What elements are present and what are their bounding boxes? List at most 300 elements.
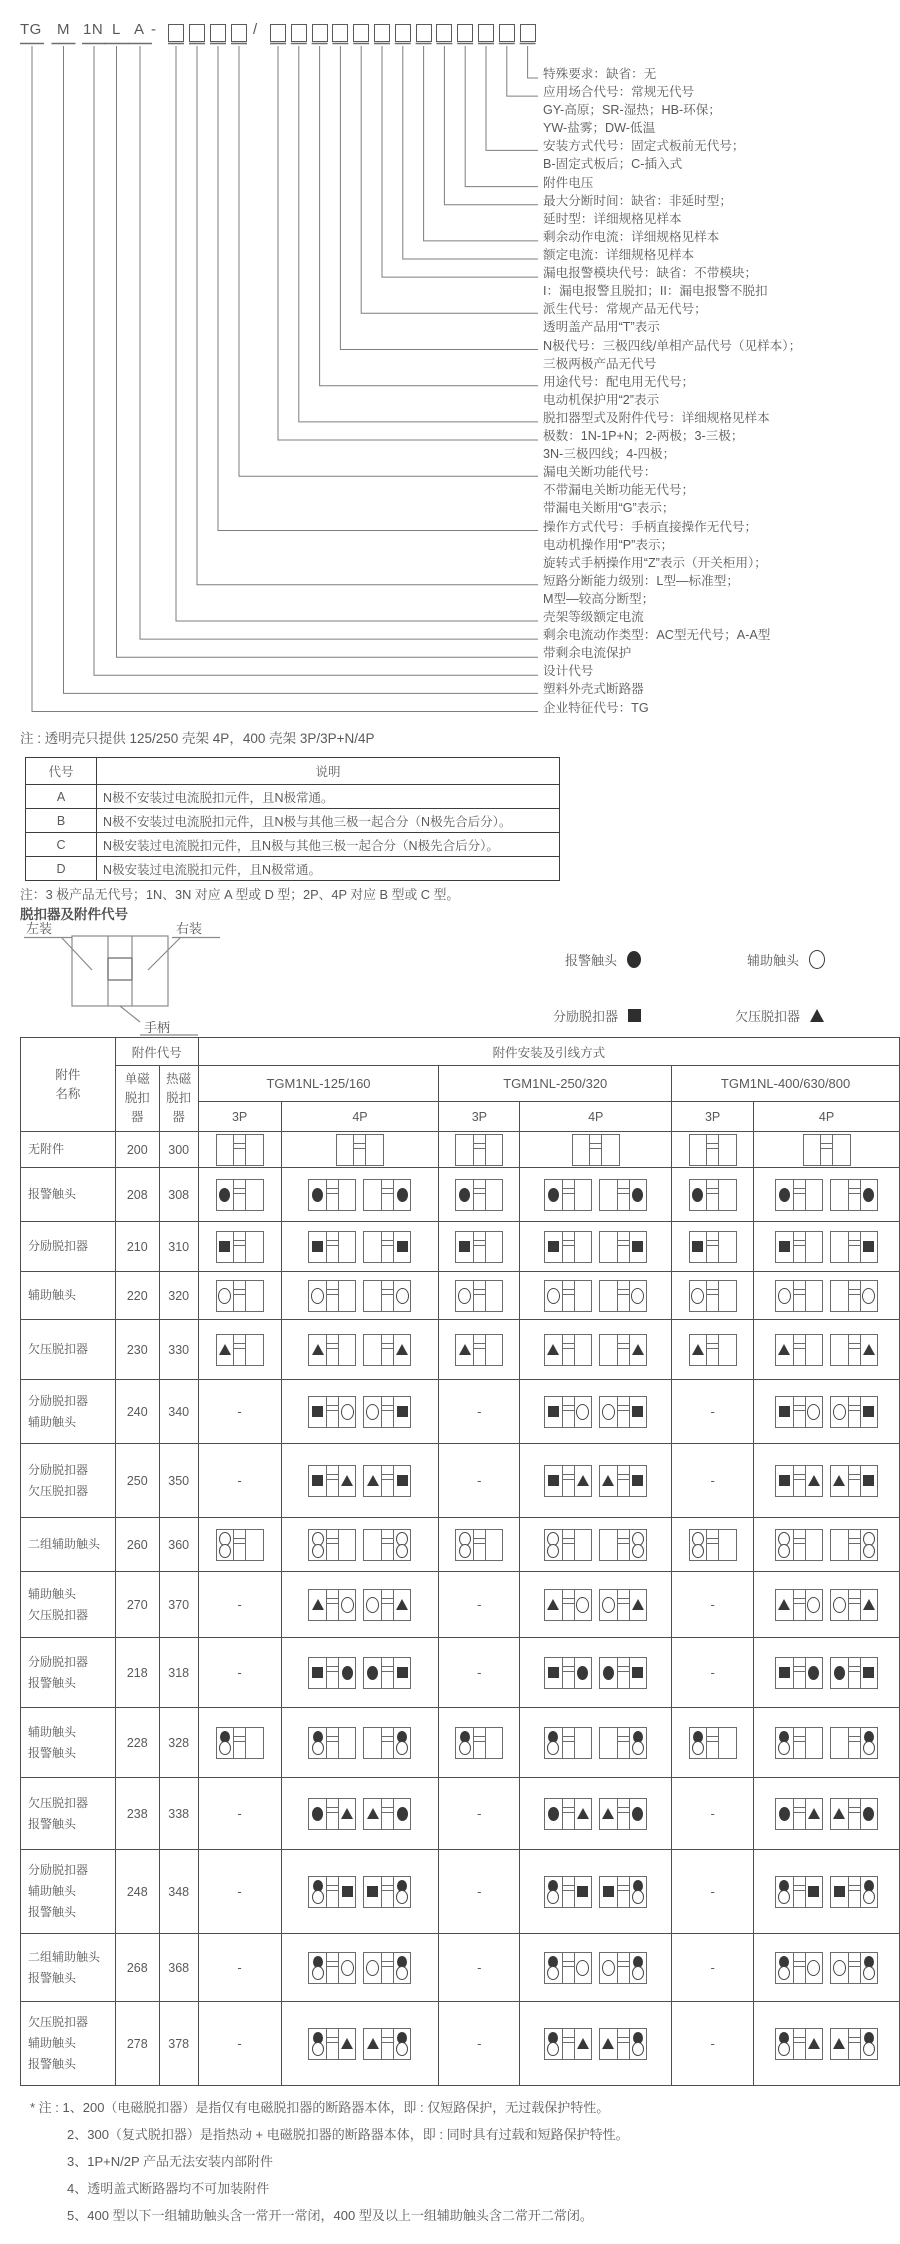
- breaker-unit-diagram: [308, 1727, 356, 1759]
- accessory-row: [21, 1850, 900, 1934]
- handle-column: [326, 1335, 339, 1365]
- unit-group: [439, 1334, 519, 1366]
- auxiliary-contact-icon: [833, 1404, 846, 1420]
- accessory-name-line: 欠压脱扣器: [28, 1795, 89, 1810]
- handle-column: [473, 1135, 486, 1165]
- left-compartment: [364, 1281, 381, 1311]
- breaker-unit-diagram: [455, 1727, 503, 1759]
- left-compartment: [600, 1799, 617, 1829]
- handle-column: [793, 1530, 806, 1560]
- alarm-contact-icon: [548, 1188, 559, 1202]
- shunt-release-icon: [632, 1667, 643, 1678]
- unit-group: [754, 1529, 899, 1561]
- accessory-row: [21, 1518, 900, 1572]
- breaker-unit-diagram: [689, 1529, 737, 1561]
- handle-column: [353, 1135, 366, 1165]
- right-compartment: [575, 1466, 592, 1496]
- accessory-code-cell: 360: [159, 1518, 198, 1572]
- right-compartment: [339, 1728, 356, 1758]
- left-compartment: [456, 1180, 473, 1210]
- right-compartment: [630, 1799, 647, 1829]
- unit-group: [754, 2028, 899, 2060]
- unit-group: [282, 1876, 439, 1908]
- alarm-contact-icon: [779, 1807, 790, 1821]
- handle-column: [706, 1232, 719, 1262]
- shunt-release-icon: [863, 1475, 874, 1486]
- breaker-unit-diagram: [455, 1179, 503, 1211]
- right-compartment: [486, 1180, 503, 1210]
- accessory-name-line: 报警触头: [28, 1816, 77, 1831]
- breaker-unit-diagram: [775, 1657, 823, 1689]
- accessory-table-header: [21, 1038, 900, 1066]
- pattern-cell: [754, 1708, 900, 1778]
- breaker-unit-diagram: [308, 1952, 356, 1984]
- accessory-name-cell: [21, 2002, 116, 2086]
- handle-column: [562, 1180, 575, 1210]
- breaker-unit-diagram: [544, 1465, 592, 1497]
- unit-group: [672, 1334, 753, 1366]
- auxiliary-contact-icon: [809, 950, 825, 969]
- undervoltage-release-icon: [219, 1344, 231, 1355]
- breaker-unit-diagram: [775, 1231, 823, 1263]
- legend-item-circ: [747, 950, 825, 969]
- auxiliary-contact-icon: [218, 1288, 231, 1304]
- handle-column: [617, 1799, 630, 1829]
- unit-group: [199, 1727, 281, 1759]
- auxiliary-contact-icon: [396, 1288, 409, 1304]
- accessory-name-line: 二组辅助触头: [28, 1537, 101, 1551]
- right-compartment: [861, 1590, 878, 1620]
- code-cell: D: [26, 857, 97, 881]
- handle-column: [793, 1953, 806, 1983]
- callout-label-line: YW-盐雾；DW-低温: [543, 121, 656, 136]
- breaker-unit-diagram: [308, 1529, 356, 1561]
- handle-column: [326, 1590, 339, 1620]
- handle-column: [326, 1232, 339, 1262]
- unit-group: [282, 1798, 439, 1830]
- pattern-cell: -: [439, 1444, 520, 1518]
- pattern-cell: [520, 1708, 672, 1778]
- undervoltage-release-icon: [341, 1475, 353, 1486]
- shunt-release-icon: [397, 1406, 408, 1417]
- auxiliary-contact-icon: [602, 1404, 615, 1420]
- accessory-code-cell: 210: [115, 1222, 159, 1272]
- handle-column: [562, 1281, 575, 1311]
- pattern-cell: [520, 1934, 672, 2002]
- right-compartment: [806, 2029, 823, 2059]
- left-compartment: [831, 1335, 848, 1365]
- right-compartment: [630, 1180, 647, 1210]
- handle-column: [848, 1281, 861, 1311]
- legend-label: 辅助触头: [747, 953, 800, 968]
- callout-label-line: 派生代号：常规产品无代号；: [543, 302, 707, 317]
- model-code-token: TG: [20, 21, 42, 38]
- breaker-unit-diagram: [363, 1280, 411, 1312]
- undervoltage-release-icon: [833, 1475, 845, 1486]
- auxiliary-contact-icon: [863, 1966, 875, 1980]
- handle-column: [473, 1335, 486, 1365]
- pattern-cell: [672, 1708, 754, 1778]
- handle-column: [706, 1335, 719, 1365]
- right-compartment: [246, 1728, 263, 1758]
- accessory-name-line: 分励脱扣器: [28, 1393, 89, 1408]
- pattern-cell: [520, 1132, 672, 1168]
- shunt-release-icon: [312, 1667, 323, 1678]
- left-compartment: [364, 1397, 381, 1427]
- left-compartment: [217, 1232, 234, 1262]
- auxiliary-contact-icon: [602, 1597, 615, 1613]
- accessory-table: [20, 1037, 900, 2086]
- accessory-name-line: 报警触头: [28, 2057, 77, 2071]
- auxiliary-contact-icon: [312, 2042, 324, 2056]
- handle-column: [233, 1530, 246, 1560]
- unit-group: [520, 1798, 671, 1830]
- callout-label-line: N极代号：三极四线/单相产品代号（见样本）；: [543, 338, 802, 353]
- shunt-release-icon: [863, 1667, 874, 1678]
- handle-column: [848, 1877, 861, 1907]
- left-compartment: [309, 1335, 326, 1365]
- callout-label-line: 企业特征代号：TG: [543, 700, 649, 715]
- breaker-unit-diagram: [775, 1396, 823, 1428]
- auxiliary-contact-icon: [459, 1741, 471, 1755]
- breaker-unit-diagram: [544, 1657, 592, 1689]
- accessory-name-cell: [21, 1272, 116, 1320]
- breaker-unit-diagram: [599, 1280, 647, 1312]
- handle-column: [326, 1953, 339, 1983]
- alarm-contact-icon: [219, 1188, 230, 1202]
- left-compartment: [364, 1180, 381, 1210]
- accessory-code-cell: 240: [115, 1380, 159, 1444]
- auxiliary-contact-icon: [396, 1544, 408, 1558]
- accessory-name-cell: [21, 1934, 116, 2002]
- mount-diagram-and-legend: [20, 918, 880, 1036]
- undervoltage-release-icon: [396, 1599, 408, 1610]
- accessory-code-cell: 270: [115, 1572, 159, 1638]
- left-compartment: [600, 1466, 617, 1496]
- left-compartment: [364, 1658, 381, 1688]
- right-compartment: [394, 1180, 411, 1210]
- left-compartment: [690, 1281, 707, 1311]
- auxiliary-contact-icon: [778, 1890, 790, 1904]
- handle-column: [848, 1799, 861, 1829]
- left-compartment: [831, 1281, 848, 1311]
- auxiliary-contact-icon: [631, 1288, 644, 1304]
- left-compartment: [776, 1590, 793, 1620]
- alarm-contact-icon: [312, 1807, 323, 1821]
- unit-group: [520, 1396, 671, 1428]
- code-separator: -: [151, 21, 156, 38]
- left-compartment: [690, 1728, 707, 1758]
- handle-column: [617, 1590, 630, 1620]
- undervoltage-release-icon: [632, 1599, 644, 1610]
- callout-label: [543, 373, 694, 409]
- unit-group: [282, 1231, 439, 1263]
- right-compartment: [806, 1658, 823, 1688]
- shunt-release-icon: [397, 1475, 408, 1486]
- handle-column: [233, 1281, 246, 1311]
- right-compartment: [861, 1281, 878, 1311]
- shunt-release-icon: [219, 1241, 230, 1252]
- right-compartment: [486, 1530, 503, 1560]
- accessory-name-line: 辅助触头: [28, 1724, 77, 1739]
- auxiliary-contact-icon: [863, 1890, 875, 1904]
- alarm-contact-icon: [863, 1188, 874, 1202]
- breaker-unit-diagram: [775, 1589, 823, 1621]
- undervoltage-release-icon: [312, 1599, 324, 1610]
- shunt-release-icon: [548, 1406, 559, 1417]
- callout-label-line: GY-高原；SR-湿热；HB-环保；: [543, 103, 721, 118]
- accessory-row: [21, 1272, 900, 1320]
- pattern-cell: [672, 1518, 754, 1572]
- pattern-cell: -: [439, 1850, 520, 1934]
- handle-column: [848, 1397, 861, 1427]
- accessory-name-cell: [21, 1572, 116, 1638]
- accessory-name-cell: [21, 1638, 116, 1708]
- pattern-cell: [198, 1132, 281, 1168]
- right-compartment: [575, 1728, 592, 1758]
- handle-column: [617, 1728, 630, 1758]
- breaker-unit-diagram: [830, 1727, 878, 1759]
- right-compartment: [575, 1180, 592, 1210]
- handle-column: [617, 1530, 630, 1560]
- handle-column: [848, 1466, 861, 1496]
- pattern-cell: -: [672, 1444, 754, 1518]
- handle-column: [381, 1466, 394, 1496]
- unit-group: [282, 1334, 439, 1366]
- callout-label: [543, 463, 694, 517]
- alarm-contact-icon: [548, 1807, 559, 1821]
- callout-label: [543, 83, 721, 137]
- handle-column: [473, 1232, 486, 1262]
- left-compartment: [456, 1232, 473, 1262]
- right-compartment: [806, 1180, 823, 1210]
- callout-label-line: 带漏电关断用“G”表示；: [543, 501, 675, 516]
- breaker-unit-diagram: [830, 1334, 878, 1366]
- pattern-cell: -: [439, 1380, 520, 1444]
- right-compartment: [394, 1466, 411, 1496]
- breaker-unit-diagram: [363, 1465, 411, 1497]
- auxiliary-contact-icon: [396, 1741, 408, 1755]
- unit-group: [520, 1231, 671, 1263]
- undervoltage-release-icon: [833, 2038, 845, 2049]
- shunt-release-icon: [628, 1009, 641, 1022]
- handle-column: [848, 2029, 861, 2059]
- handle-column: [562, 1397, 575, 1427]
- left-compartment: [776, 1281, 793, 1311]
- left-compartment: [776, 2029, 793, 2059]
- shunt-release-icon: [863, 1406, 874, 1417]
- breaker-unit-diagram: [455, 1134, 503, 1166]
- right-compartment: [630, 1658, 647, 1688]
- auxiliary-contact-icon: [632, 1741, 644, 1755]
- handle-column: [326, 1877, 339, 1907]
- left-compartment: [600, 1281, 617, 1311]
- description-cell: N极安装过电流脱扣元件，且N极与其他三极一起合分（N极先合后分）。: [97, 833, 560, 857]
- unit-group: [672, 1529, 753, 1561]
- accessory-row: [21, 1638, 900, 1708]
- code-cell: B: [26, 809, 97, 833]
- handle-column: [562, 1799, 575, 1829]
- right-compartment: [339, 1397, 356, 1427]
- shunt-release-icon: [312, 1475, 323, 1486]
- handle-column: [326, 1530, 339, 1560]
- code-slash: /: [253, 21, 258, 38]
- shunt-release-icon: [632, 1475, 643, 1486]
- pattern-cell: [281, 1168, 439, 1222]
- right-compartment: [719, 1335, 736, 1365]
- callout-label: [543, 699, 649, 717]
- right-compartment: [719, 1281, 736, 1311]
- accessory-name-line: 欠压脱扣器: [28, 2015, 89, 2029]
- unit-group: [282, 1589, 439, 1621]
- breaker-unit-diagram: [544, 1952, 592, 1984]
- breaker-unit-diagram: [308, 2028, 356, 2060]
- handle-column: [562, 1232, 575, 1262]
- right-compartment: [833, 1135, 850, 1165]
- auxiliary-contact-icon: [458, 1288, 471, 1304]
- accessory-table-header: [21, 1066, 900, 1102]
- frame-header: TGM1NL-125/160: [198, 1066, 439, 1102]
- right-compartment: [575, 1397, 592, 1427]
- accessory-code-cell: 268: [115, 1934, 159, 2002]
- left-compartment: [456, 1335, 473, 1365]
- unit-group: [520, 1657, 671, 1689]
- right-compartment: [394, 1590, 411, 1620]
- accessory-name-cell: [21, 1222, 116, 1272]
- handle-column: [617, 1397, 630, 1427]
- alarm-contact-icon: [342, 1666, 353, 1680]
- unit-group: [520, 1280, 671, 1312]
- auxiliary-contact-icon: [833, 1597, 846, 1613]
- handle-column: [706, 1728, 719, 1758]
- left-compartment: [600, 1953, 617, 1983]
- left-compartment: [600, 1335, 617, 1365]
- accessory-row: [21, 1222, 900, 1272]
- right-compartment: [719, 1530, 736, 1560]
- pattern-cell: [754, 1518, 900, 1572]
- breaker-unit-diagram: [544, 1179, 592, 1211]
- handle-column: [706, 1135, 719, 1165]
- breaker-unit-diagram: [689, 1134, 737, 1166]
- breaker-unit-diagram: [308, 1876, 356, 1908]
- callout-label: [543, 337, 801, 373]
- accessory-name-line: 欠压脱扣器: [28, 1483, 89, 1498]
- handle-column: [233, 1335, 246, 1365]
- auxiliary-contact-icon: [807, 1960, 820, 1976]
- handle-column: [381, 1232, 394, 1262]
- handle-column: [562, 1877, 575, 1907]
- handle-column: [848, 1335, 861, 1365]
- shunt-release-icon: [459, 1241, 470, 1252]
- right-compartment: [339, 1877, 356, 1907]
- undervoltage-release-icon: [577, 1808, 589, 1819]
- left-compartment: [831, 2029, 848, 2059]
- right-compartment: [806, 1335, 823, 1365]
- accessory-name-cell: [21, 1132, 116, 1168]
- right-compartment: [719, 1232, 736, 1262]
- left-compartment: [776, 1530, 793, 1560]
- right-compartment: [806, 1281, 823, 1311]
- left-compartment: [831, 1530, 848, 1560]
- left-compartment: [831, 1397, 848, 1427]
- handle-column: [473, 1281, 486, 1311]
- accessory-name-line: 报警触头: [28, 1675, 77, 1690]
- auxiliary-contact-icon: [632, 2042, 644, 2056]
- pattern-cell: [198, 1168, 281, 1222]
- accessory-code-cell: 248: [115, 1850, 159, 1934]
- left-compartment: [804, 1135, 821, 1165]
- handle-column: [617, 1466, 630, 1496]
- unit-group: [754, 1334, 899, 1366]
- unit-group: [754, 1589, 899, 1621]
- left-compartment: [600, 1877, 617, 1907]
- callout-label: [543, 572, 739, 608]
- handle-column: [473, 1728, 486, 1758]
- accessory-row: [21, 1444, 900, 1518]
- auxiliary-contact-icon: [692, 1544, 704, 1558]
- breaker-unit-diagram: [308, 1231, 356, 1263]
- left-compartment: [600, 1658, 617, 1688]
- unit-group: [439, 1280, 519, 1312]
- breaker-unit-diagram: [363, 2028, 411, 2060]
- callout-label-line: 额定电流：详细规格见样本: [543, 248, 695, 262]
- left-compartment: [309, 1953, 326, 1983]
- unit-group: [282, 1727, 439, 1759]
- auxiliary-contact-icon: [778, 1966, 790, 1980]
- handle-column: [617, 1281, 630, 1311]
- pattern-cell: -: [672, 1638, 754, 1708]
- alarm-contact-icon: [312, 1188, 323, 1202]
- handle-column: [706, 1530, 719, 1560]
- unit-group: [282, 1465, 439, 1497]
- pattern-cell: [754, 1444, 900, 1518]
- handle-column: [706, 1281, 719, 1311]
- accessory-name-line: 报警触头: [28, 1187, 77, 1201]
- right-compartment: [575, 2029, 592, 2059]
- n-pole-code-table: [25, 757, 560, 881]
- pole-header: 3P: [439, 1102, 520, 1132]
- handle-column: [326, 1658, 339, 1688]
- left-compartment: [364, 1335, 381, 1365]
- unit-group: [282, 1134, 439, 1166]
- accessory-code-cell: 318: [159, 1638, 198, 1708]
- accessory-code-cell: 350: [159, 1444, 198, 1518]
- right-compartment: [861, 1728, 878, 1758]
- breaker-unit-diagram: [363, 1589, 411, 1621]
- breaker-unit-diagram: [336, 1134, 384, 1166]
- undervoltage-release-icon: [459, 1344, 471, 1355]
- unit-group: [754, 1876, 899, 1908]
- left-compartment: [456, 1281, 473, 1311]
- left-compartment: [831, 1799, 848, 1829]
- pattern-cell: [281, 1444, 439, 1518]
- unit-group: [754, 1280, 899, 1312]
- callout-label: [543, 246, 694, 264]
- right-compartment: [806, 1953, 823, 1983]
- accessory-name-line: 辅助触头: [28, 1414, 77, 1429]
- unit-group: [199, 1179, 281, 1211]
- left-compartment: [545, 1335, 562, 1365]
- unit-group: [520, 1876, 671, 1908]
- undervoltage-release-icon: [577, 2038, 589, 2049]
- pattern-cell: [439, 1272, 520, 1320]
- shunt-release-icon: [779, 1475, 790, 1486]
- left-compartment: [831, 1180, 848, 1210]
- auxiliary-contact-icon: [396, 1890, 408, 1904]
- unit-group: [754, 1179, 899, 1211]
- right-compartment: [575, 1658, 592, 1688]
- breaker-unit-diagram: [216, 1529, 264, 1561]
